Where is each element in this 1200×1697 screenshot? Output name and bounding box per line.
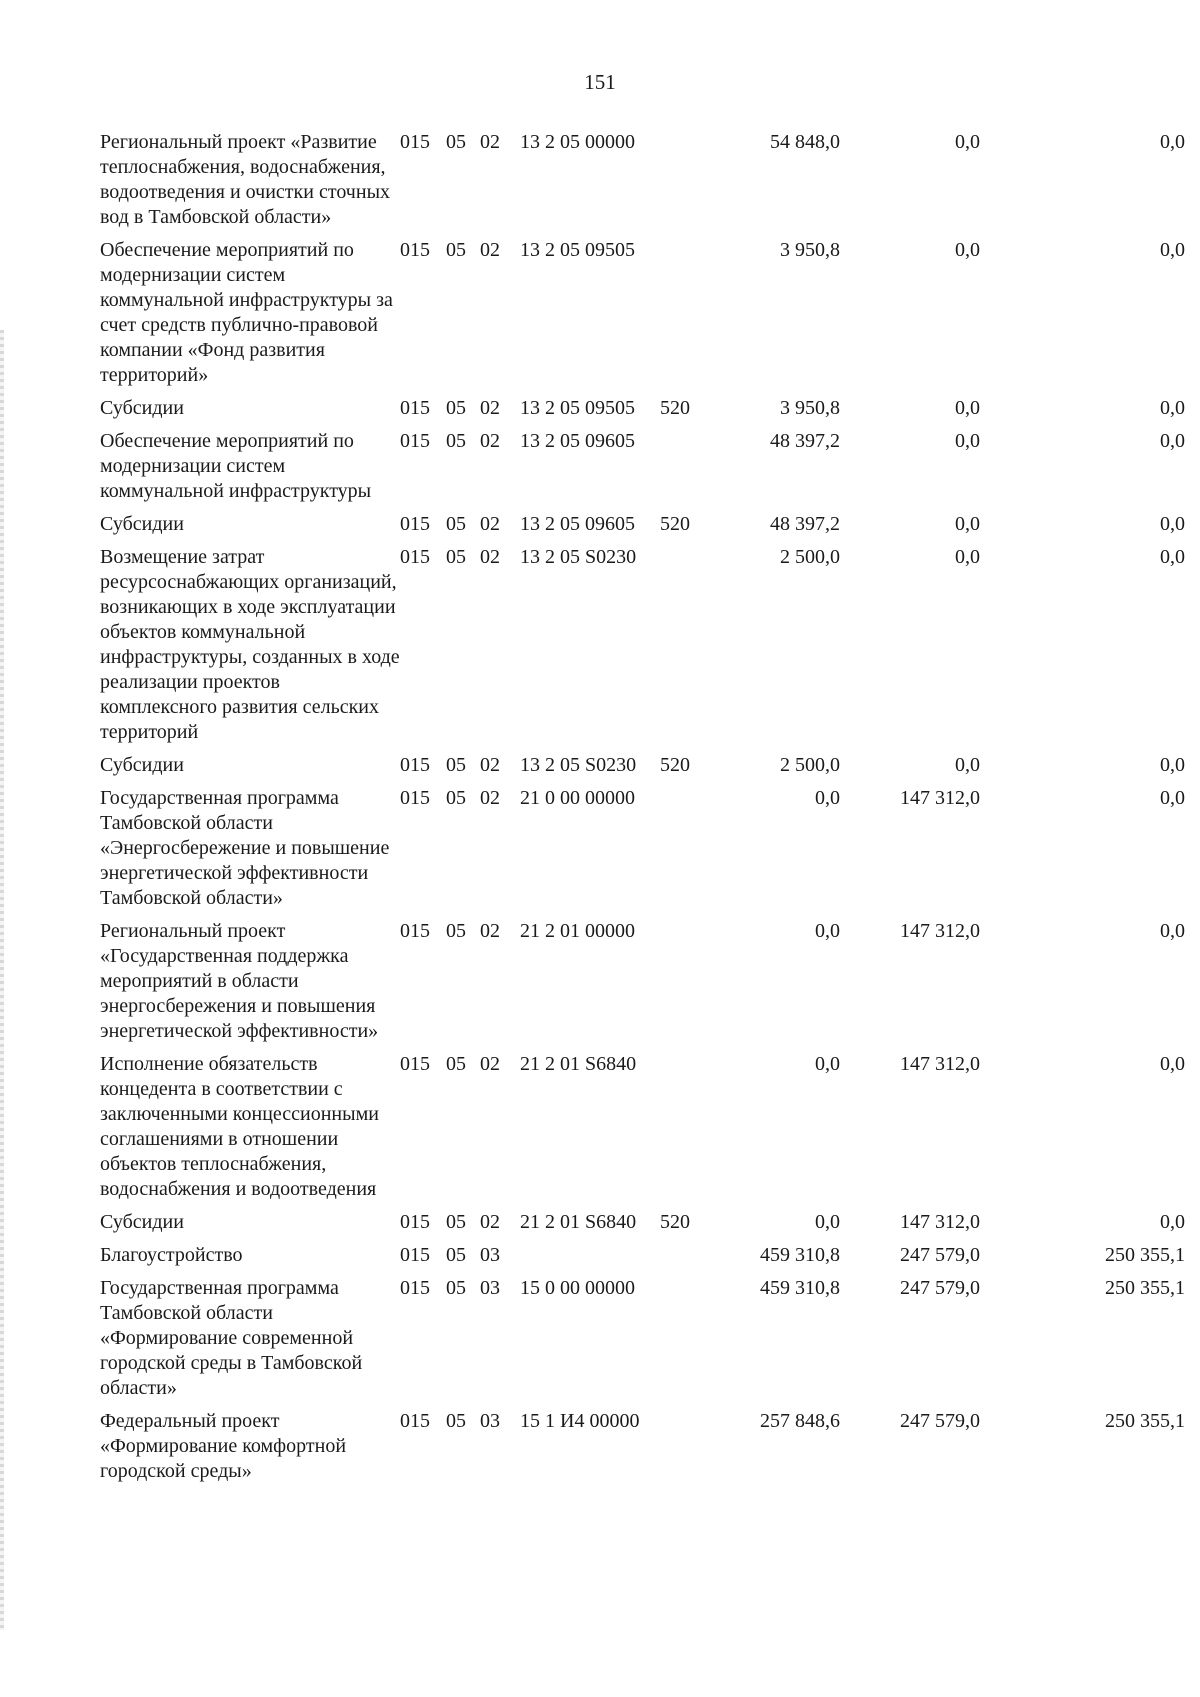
row-name: Региональный проект «Развитие теплоснабжения, водоснабжения, водоотведения и очистки сточных вод в Тамбовской области» xyxy=(100,131,390,228)
row-section-code: 05 xyxy=(446,1277,466,1299)
row-amount-year-2: 0,0 xyxy=(955,397,980,419)
row-amount-year-3: 0,0 xyxy=(1160,397,1185,419)
row-amount-year-2: 0,0 xyxy=(955,239,980,261)
table-row xyxy=(100,1276,1185,1409)
row-name: Исполнение обязательств концедента в соответствии с заключенными концессионными соглашениями в отношении объектов теплоснабжения, водоснабжения и водоотведения xyxy=(100,1053,379,1200)
row-section-code: 05 xyxy=(446,239,466,261)
row-target-article: 13 2 05 09505 xyxy=(520,397,635,419)
row-expense-type: 520 xyxy=(660,397,690,419)
row-amount-year-1: 48 397,2 xyxy=(770,430,840,452)
row-amount-year-2: 0,0 xyxy=(955,546,980,568)
row-amount-year-2: 147 312,0 xyxy=(900,920,980,942)
row-amount-year-3: 0,0 xyxy=(1160,239,1185,261)
row-ministry-code: 015 xyxy=(400,546,430,568)
table-row xyxy=(100,919,1185,1052)
table-row xyxy=(100,545,1185,753)
row-subsection-code: 02 xyxy=(480,430,500,452)
row-ministry-code: 015 xyxy=(400,1211,430,1233)
row-section-code: 05 xyxy=(446,546,466,568)
row-target-article: 13 2 05 S0230 xyxy=(520,546,637,568)
row-amount-year-3: 0,0 xyxy=(1160,513,1185,535)
row-subsection-code: 02 xyxy=(480,754,500,776)
row-subsection-code: 02 xyxy=(480,546,500,568)
row-ministry-code: 015 xyxy=(400,1410,430,1432)
row-amount-year-3: 250 355,1 xyxy=(1105,1277,1185,1299)
row-amount-year-1: 0,0 xyxy=(815,920,840,942)
page-number: 151 xyxy=(584,70,616,94)
row-target-article: 13 2 05 00000 xyxy=(520,131,635,153)
row-subsection-code: 02 xyxy=(480,131,500,153)
row-amount-year-1: 2 500,0 xyxy=(780,546,840,568)
row-target-article: 13 2 05 S0230 xyxy=(520,754,637,776)
row-section-code: 05 xyxy=(446,1211,466,1233)
row-subsection-code: 02 xyxy=(480,787,500,809)
row-section-code: 05 xyxy=(446,430,466,452)
row-amount-year-1: 0,0 xyxy=(815,1211,840,1233)
table-row xyxy=(100,1409,1185,1492)
row-target-article: 21 2 01 00000 xyxy=(520,920,635,942)
row-subsection-code: 03 xyxy=(480,1244,500,1266)
row-subsection-code: 02 xyxy=(480,1053,500,1075)
row-amount-year-2: 147 312,0 xyxy=(900,787,980,809)
row-ministry-code: 015 xyxy=(400,513,430,535)
row-expense-type xyxy=(660,786,700,919)
row-amount-year-1: 0,0 xyxy=(815,1053,840,1075)
row-amount-year-1: 54 848,0 xyxy=(770,131,840,153)
row-name: Возмещение затрат ресурсоснабжающих организаций, возникающих в ходе эксплуатации объектов коммунальной инфраструктуры, созданных в ходе реализации проектов комплексного развития сельских территорий xyxy=(100,546,400,743)
row-ministry-code: 015 xyxy=(400,754,430,776)
row-expense-type xyxy=(660,1052,700,1210)
table-row xyxy=(100,786,1185,919)
row-amount-year-1: 459 310,8 xyxy=(760,1277,840,1299)
row-section-code: 05 xyxy=(446,1053,466,1075)
row-name: Субсидии xyxy=(100,754,184,776)
row-amount-year-2: 0,0 xyxy=(955,754,980,776)
row-name: Государственная программа Тамбовской области «Формирование современной городской среды в Тамбовской области» xyxy=(100,1277,363,1399)
row-section-code: 05 xyxy=(446,1410,466,1432)
row-expense-type: 520 xyxy=(660,1211,690,1233)
row-amount-year-2: 247 579,0 xyxy=(900,1277,980,1299)
budget-table xyxy=(100,130,1185,1492)
table-row xyxy=(100,130,1185,238)
row-amount-year-1: 459 310,8 xyxy=(760,1244,840,1266)
row-name: Федеральный проект «Формирование комфортной городской среды» xyxy=(100,1410,347,1482)
row-ministry-code: 015 xyxy=(400,1053,430,1075)
row-amount-year-3: 250 355,1 xyxy=(1105,1244,1185,1266)
row-subsection-code: 02 xyxy=(480,920,500,942)
row-section-code: 05 xyxy=(446,920,466,942)
row-target-article: 13 2 05 09605 xyxy=(520,430,635,452)
row-expense-type: 520 xyxy=(660,513,690,535)
row-name: Обеспечение мероприятий по модернизации систем коммунальной инфраструктуры за счет средств публично-правовой компании «Фонд развития территорий» xyxy=(100,239,393,386)
row-target-article: 15 0 00 00000 xyxy=(520,1277,635,1299)
row-target-article: 15 1 И4 00000 xyxy=(520,1410,640,1432)
table-row xyxy=(100,512,1185,545)
row-expense-type: 520 xyxy=(660,754,690,776)
row-expense-type xyxy=(660,130,700,238)
row-amount-year-3: 0,0 xyxy=(1160,1053,1185,1075)
row-target-article xyxy=(520,1243,660,1276)
row-amount-year-1: 3 950,8 xyxy=(780,239,840,261)
row-subsection-code: 02 xyxy=(480,513,500,535)
row-section-code: 05 xyxy=(446,131,466,153)
row-expense-type xyxy=(660,429,700,512)
table-row xyxy=(100,396,1185,429)
row-ministry-code: 015 xyxy=(400,239,430,261)
row-amount-year-1: 48 397,2 xyxy=(770,513,840,535)
row-ministry-code: 015 xyxy=(400,430,430,452)
row-name: Благоустройство xyxy=(100,1244,243,1266)
row-name: Государственная программа Тамбовской области «Энергосбережение и повышение энергетической эффективности Тамбовской области» xyxy=(100,787,390,909)
row-expense-type xyxy=(660,545,700,753)
row-amount-year-3: 0,0 xyxy=(1160,1211,1185,1233)
row-amount-year-2: 147 312,0 xyxy=(900,1211,980,1233)
row-amount-year-3: 0,0 xyxy=(1160,754,1185,776)
row-amount-year-3: 0,0 xyxy=(1160,787,1185,809)
row-ministry-code: 015 xyxy=(400,1277,430,1299)
row-target-article: 21 2 01 S6840 xyxy=(520,1211,637,1233)
row-name: Обеспечение мероприятий по модернизации систем коммунальной инфраструктуры xyxy=(100,430,372,502)
table-row xyxy=(100,238,1185,396)
row-target-article: 13 2 05 09505 xyxy=(520,239,635,261)
table-row xyxy=(100,1052,1185,1210)
row-target-article: 21 0 00 00000 xyxy=(520,787,635,809)
row-ministry-code: 015 xyxy=(400,787,430,809)
row-subsection-code: 03 xyxy=(480,1277,500,1299)
row-amount-year-2: 0,0 xyxy=(955,131,980,153)
row-section-code: 05 xyxy=(446,513,466,535)
row-section-code: 05 xyxy=(446,1244,466,1266)
row-expense-type xyxy=(660,919,700,1052)
row-subsection-code: 02 xyxy=(480,397,500,419)
row-amount-year-1: 257 848,6 xyxy=(760,1410,840,1432)
row-amount-year-3: 0,0 xyxy=(1160,430,1185,452)
row-amount-year-3: 250 355,1 xyxy=(1105,1410,1185,1432)
row-amount-year-2: 247 579,0 xyxy=(900,1244,980,1266)
row-name: Субсидии xyxy=(100,397,184,419)
row-amount-year-2: 0,0 xyxy=(955,513,980,535)
row-section-code: 05 xyxy=(446,787,466,809)
row-amount-year-2: 147 312,0 xyxy=(900,1053,980,1075)
row-ministry-code: 015 xyxy=(400,397,430,419)
row-amount-year-3: 0,0 xyxy=(1160,546,1185,568)
row-subsection-code: 03 xyxy=(480,1410,500,1432)
row-ministry-code: 015 xyxy=(400,920,430,942)
row-amount-year-2: 0,0 xyxy=(955,430,980,452)
row-section-code: 05 xyxy=(446,754,466,776)
row-ministry-code: 015 xyxy=(400,131,430,153)
row-amount-year-1: 3 950,8 xyxy=(780,397,840,419)
table-row xyxy=(100,1210,1185,1243)
table-row xyxy=(100,753,1185,786)
row-name: Субсидии xyxy=(100,513,184,535)
table-row xyxy=(100,1243,1185,1276)
row-expense-type xyxy=(660,238,700,396)
row-amount-year-1: 0,0 xyxy=(815,787,840,809)
row-section-code: 05 xyxy=(446,397,466,419)
row-expense-type xyxy=(660,1243,700,1276)
row-expense-type xyxy=(660,1276,700,1409)
table-row xyxy=(100,429,1185,512)
table-body xyxy=(100,130,1185,1492)
row-subsection-code: 02 xyxy=(480,1211,500,1233)
row-target-article: 21 2 01 S6840 xyxy=(520,1053,637,1075)
row-ministry-code: 015 xyxy=(400,1244,430,1266)
row-amount-year-1: 2 500,0 xyxy=(780,754,840,776)
row-amount-year-3: 0,0 xyxy=(1160,920,1185,942)
row-amount-year-2: 247 579,0 xyxy=(900,1410,980,1432)
row-expense-type xyxy=(660,1409,700,1492)
row-subsection-code: 02 xyxy=(480,239,500,261)
row-amount-year-3: 0,0 xyxy=(1160,131,1185,153)
scan-edge-artifact xyxy=(0,330,4,1630)
row-name: Субсидии xyxy=(100,1211,184,1233)
row-target-article: 13 2 05 09605 xyxy=(520,513,635,535)
row-name: Региональный проект «Государственная поддержка мероприятий в области энергосбережения и повышения энергетической эффективности» xyxy=(100,920,379,1042)
